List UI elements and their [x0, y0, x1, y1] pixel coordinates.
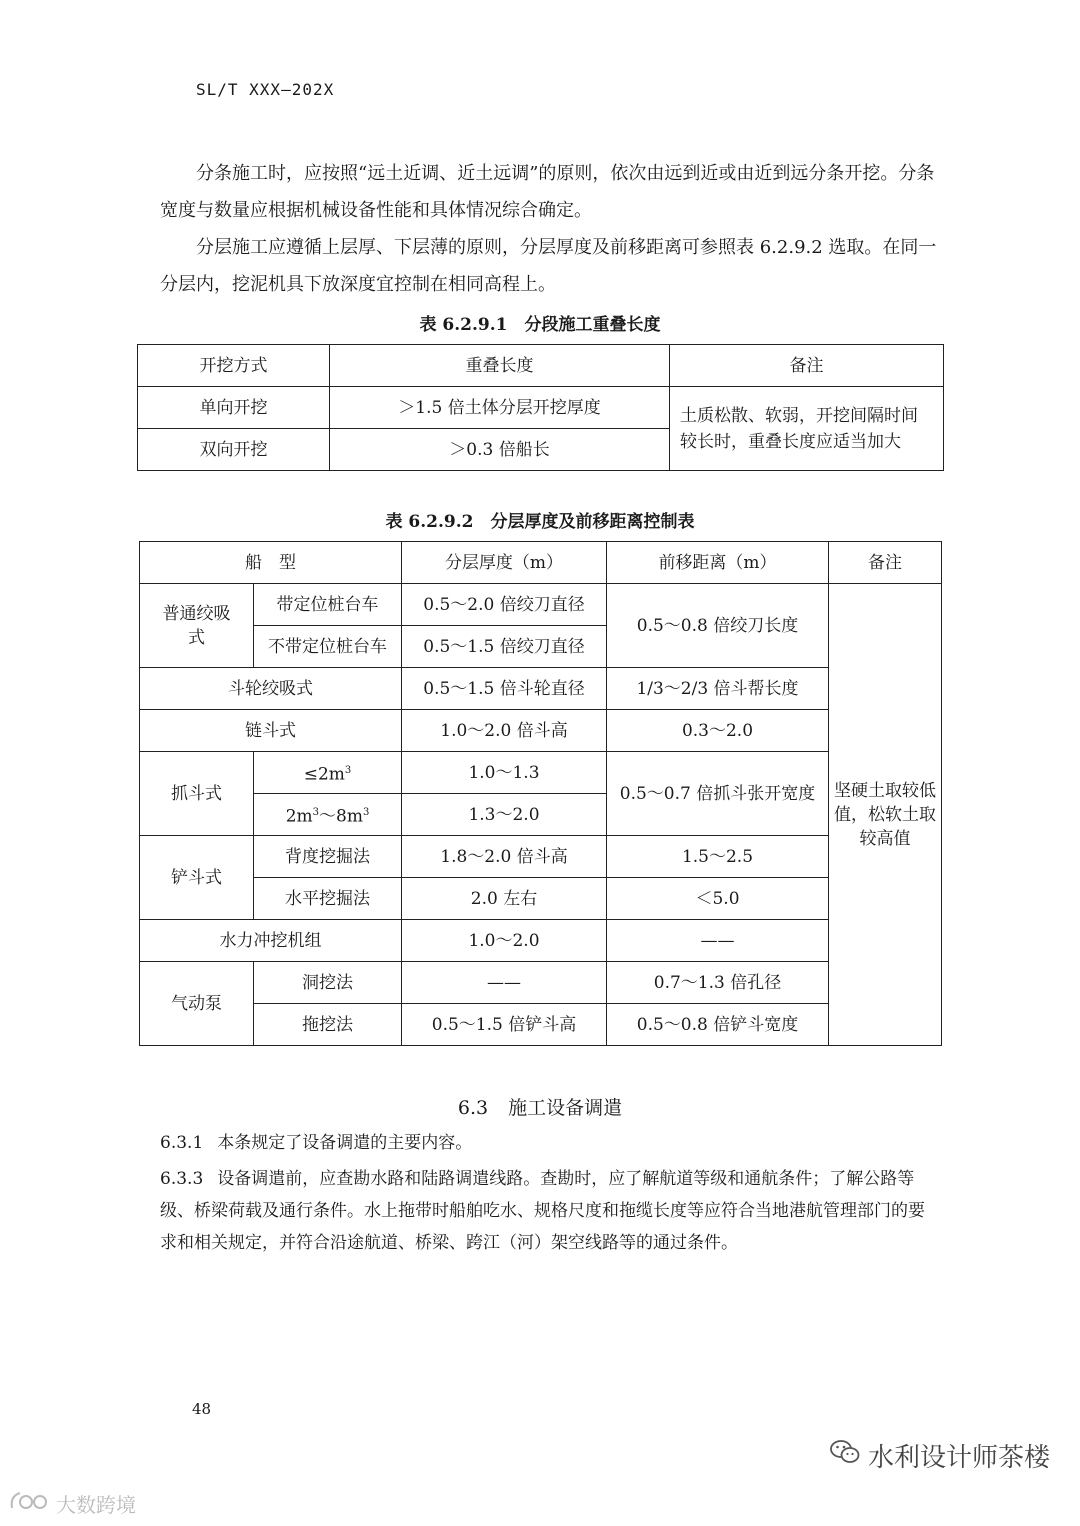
table2-sub-type: 背度挖掘法 [254, 836, 402, 878]
paragraph-layer-construction: 分层施工应遵循上层厚、下层薄的原则，分层厚度及前移距离可参照表 6.2.9.2 选取。在同一分层内，挖泥机具下放深度宜控制在相同高程上。 [160, 237, 937, 295]
table2-group-name: 气动泵 [140, 962, 254, 1046]
table2-type-name: 斗轮绞吸式 [140, 668, 402, 710]
table2-cell: —— [607, 920, 829, 962]
table1-header-method: 开挖方式 [138, 345, 330, 387]
table2-cell: 1.5～2.5 [607, 836, 829, 878]
table2-type-name: 水力冲挖机组 [140, 920, 402, 962]
layer-thickness-table [139, 541, 942, 1046]
table2-type-name: 链斗式 [140, 710, 402, 752]
table2-cell: 0.5～0.8 倍铲斗宽度 [607, 1004, 829, 1046]
clause-6-3-1: 6.3.1 本条规定了设备调遣的主要内容。 [160, 1133, 473, 1153]
table2-cell: 0.5～1.5 倍斗轮直径 [402, 668, 607, 710]
document-header: SL/T XXX—202X [196, 80, 335, 99]
table2-sub-type: 不带定位桩台车 [254, 626, 402, 668]
wechat-icon [830, 1439, 860, 1472]
table1-cell: ＞0.3 倍船长 [330, 429, 670, 471]
table2-sub-type: 拖挖法 [254, 1004, 402, 1046]
table2-sub-type: $2m^3\sim 8m^3$ [254, 794, 402, 836]
watermark-right-text: 水利设计师茶楼 [867, 1443, 1050, 1473]
page-number: 48 [192, 1400, 212, 1418]
table1-header-overlap: 重叠长度 [330, 345, 670, 387]
table1-cell: 单向开挖 [138, 387, 330, 429]
section-title: 施工设备调遣 [508, 1097, 623, 1119]
table2-cell: 1.0～1.3 [402, 752, 607, 794]
table2-caption: 表 6.2.9.2 分层厚度及前移距离控制表 [385, 512, 695, 532]
table2-group-name: 普通绞吸式 [140, 584, 254, 668]
table1-caption: 表 6.2.9.1 分段施工重叠长度 [419, 315, 661, 335]
table2-cell: 0.3～2.0 [607, 710, 829, 752]
table2-header-note: 备注 [829, 542, 942, 584]
table2-cell: 0.5～0.7 倍抓斗张开宽度 [607, 752, 829, 836]
table2-sub-type: 水平挖掘法 [254, 878, 402, 920]
table2-header-thickness: 分层厚度（m） [402, 542, 607, 584]
table2-header-move: 前移距离（m） [607, 542, 829, 584]
table1-note: 土质松散、软弱，开挖间隔时间较长时，重叠长度应适当加大 [670, 387, 944, 471]
table2-group-name: 铲斗式 [140, 836, 254, 920]
brand-logo-icon [8, 1488, 52, 1519]
table2-cell: 0.5～1.5 倍绞刀直径 [402, 626, 607, 668]
table2-header-vessel: 船 型 [140, 542, 402, 584]
overlap-length-table [137, 344, 944, 471]
table1-header-note: 备注 [670, 345, 944, 387]
table2-cell: 2.0 左右 [402, 878, 607, 920]
section-heading [0, 1093, 1080, 1120]
table2-sub-type: 带定位桩台车 [254, 584, 402, 626]
table2-cell: 0.7～1.3 倍孔径 [607, 962, 829, 1004]
table2-cell: ＜5.0 [607, 878, 829, 920]
table2-cell: 0.5～2.0 倍绞刀直径 [402, 584, 607, 626]
table1-cell: ＞1.5 倍土体分层开挖厚度 [330, 387, 670, 429]
table2-cell: 0.5～1.5 倍铲斗高 [402, 1004, 607, 1046]
table2-cell: 1/3～2/3 倍斗帮长度 [607, 668, 829, 710]
table2-cell: 1.3～2.0 [402, 794, 607, 836]
table2-cell: 1.8～2.0 倍斗高 [402, 836, 607, 878]
table2-group-name: 抓斗式 [140, 752, 254, 836]
table2-cell: 0.5～0.8 倍绞刀长度 [607, 584, 829, 668]
watermark-right [830, 1437, 1050, 1474]
table2-cell: —— [402, 962, 607, 1004]
table2-sub-type: $\le 2m^3$ [254, 752, 402, 794]
section-number: 6.3 [457, 1097, 489, 1119]
table2-cell: 1.0～2.0 倍斗高 [402, 710, 607, 752]
watermark-left-text: 大数跨境 [56, 1493, 136, 1517]
paragraph-strip-construction: 分条施工时，应按照“远土近调、近土远调”的原则，依次由远到近或由近到远分条开挖。分条宽度与数量应根据机械设备性能和具体情况综合确定。 [160, 163, 935, 221]
table2-cell: 1.0～2.0 [402, 920, 607, 962]
clause-6-3-3: 6.3.3 设备调遣前，应查勘水路和陆路调遣线路。查勘时，应了解航道等级和通航条件；了解公路等级、桥梁荷载及通行条件。水上拖带时船舶吃水、规格尺度和拖缆长度等应符合当地港航管理部门的要求和相关规定，并符合沿途航道、桥梁、跨江（河）架空线路等的通过条件。 [160, 1169, 925, 1253]
table1-cell: 双向开挖 [138, 429, 330, 471]
watermark-left [8, 1488, 136, 1519]
table2-note: 坚硬土取较低值，松软土取较高值 [829, 584, 942, 1046]
table2-sub-type: 洞挖法 [254, 962, 402, 1004]
